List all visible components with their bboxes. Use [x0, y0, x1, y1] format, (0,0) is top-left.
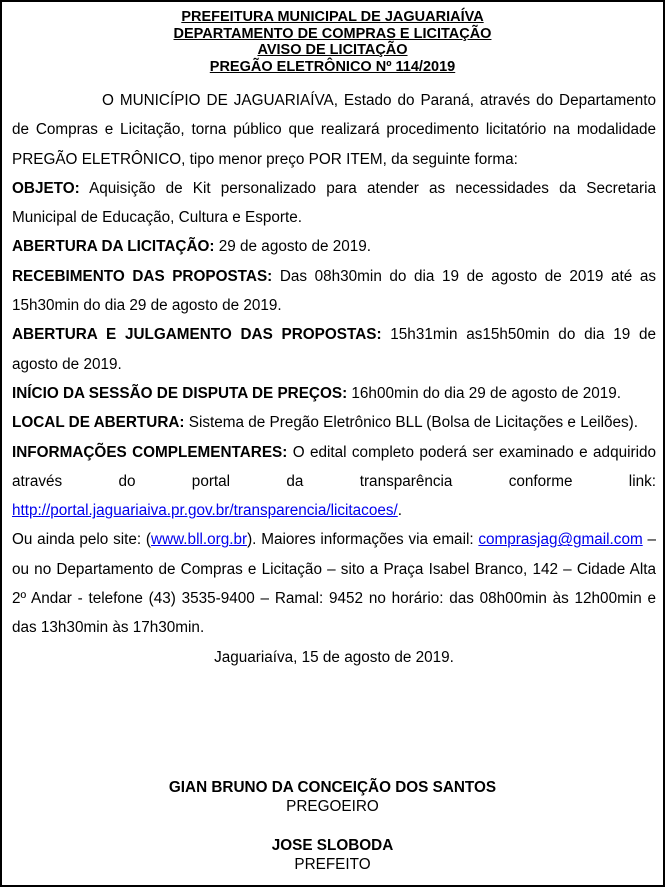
item-text: Das 08h30min do dia 19 de agosto de 2019 até as 15h30min do dia 29 de agosto de 2019.: [12, 267, 656, 315]
signature-pregoeiro: [2, 778, 663, 816]
bll-site-link[interactable]: www.bll.org.br: [151, 531, 248, 549]
item-label: RECEBIMENTO DAS PROPOSTAS:: [12, 267, 273, 285]
contact-prefix: Ou ainda pelo site: (: [12, 531, 152, 549]
info-after-link: .: [397, 502, 402, 520]
item-text: 29 de agosto de 2019.: [218, 238, 372, 256]
notice-header: [2, 2, 663, 75]
contact-paragraph: [12, 525, 656, 642]
item-label: OBJETO:: [12, 179, 80, 197]
item-label: ABERTURA DA LICITAÇÃO:: [12, 238, 215, 256]
item-text: 15h31min as15h50min do dia 19 de agosto de 2019.: [12, 326, 656, 373]
item-local: [12, 408, 656, 437]
signature-name: GIAN BRUNO DA CONCEIÇÃO DOS SANTOS: [168, 779, 497, 796]
item-abertura: [12, 232, 656, 261]
item-disputa: [12, 379, 656, 408]
item-text: 16h00min do dia 29 de agosto de 2019.: [351, 384, 622, 402]
contact-middle: ). Maiores informações via email:: [247, 531, 474, 549]
item-julgamento: [12, 320, 656, 379]
signature-role: PREFEITO: [294, 856, 371, 873]
transparency-link[interactable]: http://portal.jaguariaiva.pr.gov.br/transparencia/licitacoes/: [12, 502, 398, 520]
header-line-prefeitura: PREFEITURA MUNICIPAL DE JAGUARIAÍVA: [181, 9, 484, 25]
item-recebimento: [12, 262, 656, 321]
notice-body: [12, 86, 656, 672]
header-line-aviso: AVISO DE LICITAÇÃO: [257, 42, 408, 58]
signature-name: JOSE SLOBODA: [271, 837, 394, 854]
signature-prefeito: [2, 836, 663, 874]
contact-suffix: – ou no Departamento de Compras e Licitação – sito a Praça Isabel Branco, 142 – Cidade Alta 2º Andar - telefone (43) 3535-9400 – Ramal: 9452 no horário: das 08h00min às 12h00min e das 13h30min às 17h30min.: [12, 531, 657, 637]
info-label: INFORMAÇÕES COMPLEMENTARES:: [12, 443, 288, 461]
item-label: ABERTURA E JULGAMENTO DAS PROPOSTAS:: [12, 326, 382, 344]
header-line-pregao: PREGÃO ELETRÔNICO Nº 114/2019: [209, 58, 456, 75]
item-label: INÍCIO DA SESSÃO DE DISPUTA DE PREÇOS:: [12, 384, 348, 402]
item-objeto: [12, 174, 656, 233]
item-text: Sistema de Pregão Eletrônico BLL (Bolsa de Licitações e Leilões).: [188, 414, 639, 432]
signature-role: PREGOEIRO: [286, 798, 379, 815]
intro-paragraph: O MUNICÍPIO DE JAGUARIAÍVA, Estado do Paraná, através do Departamento de Compras e Licitação, torna público que realizará procedimento licitatório na modalidade PREGÃO ELETRÔNICO, tipo menor preço POR ITEM, da seguinte forma:: [12, 92, 656, 168]
header-line-departamento: DEPARTAMENTO DE COMPRAS E LICITAÇÃO: [173, 25, 492, 42]
info-paragraph: [12, 438, 656, 526]
item-label: LOCAL DE ABERTURA:: [12, 414, 185, 432]
email-link[interactable]: comprasjag@gmail.com: [478, 531, 643, 549]
info-text: O edital completo poderá ser examinado e adquirido através do portal da transparência conforme link:: [12, 443, 656, 490]
date-line: Jaguariaíva, 15 de agosto de 2019.: [214, 648, 454, 666]
item-text: Aquisição de Kit personalizado para atender as necessidades da Secretaria Municipal de Educação, Cultura e Esporte.: [12, 179, 657, 227]
